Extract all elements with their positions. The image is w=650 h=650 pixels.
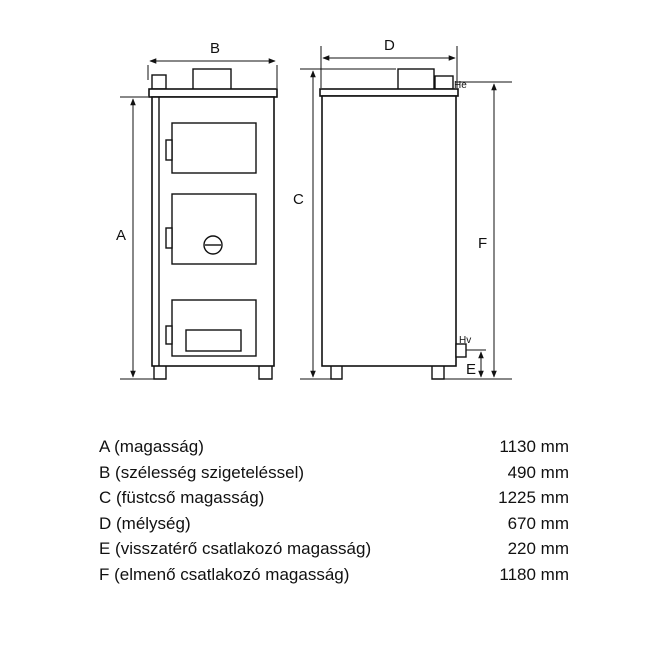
side-left-foot [331, 366, 342, 379]
table-row [99, 460, 569, 486]
dimension-value: 220 mm [507, 539, 569, 558]
table-row [99, 434, 569, 460]
dimension-value: 1225 mm [498, 488, 569, 507]
label-d: D [384, 37, 395, 54]
dimension-value: 490 mm [507, 462, 569, 482]
label-e: E [466, 361, 477, 378]
dimension-desc: B (szélesség szigeteléssel) [99, 462, 305, 482]
ash-door-hinge [166, 326, 172, 344]
label-b: B [210, 40, 221, 57]
ash-door-opening [186, 330, 241, 351]
dimension-desc: E (visszatérő csatlakozó magasság) [99, 539, 372, 558]
front-top-cover [149, 89, 277, 97]
front-right-foot [259, 366, 272, 379]
front-left-foot [154, 366, 166, 379]
dimension-desc: C (füstcső magasság) [99, 488, 265, 507]
dimension-desc: D (mélység) [99, 513, 191, 533]
side-flue-pipe [398, 69, 434, 90]
table-row [99, 536, 569, 562]
front-flue-pipe [193, 69, 231, 90]
table-row [99, 511, 569, 537]
table-row [99, 562, 569, 588]
dimension-desc: A (magasság) [99, 437, 204, 456]
side-top-cover [320, 89, 458, 96]
dimension-desc: F (elmenő csatlakozó magasság) [99, 564, 350, 584]
label-he: He [454, 80, 467, 91]
side-view [320, 69, 466, 379]
front-view [149, 69, 277, 379]
table-row [99, 485, 569, 511]
side-right-foot [432, 366, 444, 379]
upper-door-hinge [166, 140, 172, 160]
side-body [322, 96, 456, 366]
side-he-connector [435, 76, 453, 89]
dimension-table [99, 434, 569, 587]
dimension-value: 1180 mm [499, 564, 569, 584]
dimension-value: 1130 mm [499, 437, 569, 456]
middle-door-hinge [166, 228, 172, 248]
label-c: C [293, 191, 304, 208]
label-f: F [478, 235, 488, 252]
front-small-vent [152, 75, 166, 89]
label-a: A [116, 227, 127, 244]
label-hv: Hv [459, 335, 472, 346]
dimension-value: 670 mm [507, 513, 569, 533]
upper-door [172, 123, 256, 173]
